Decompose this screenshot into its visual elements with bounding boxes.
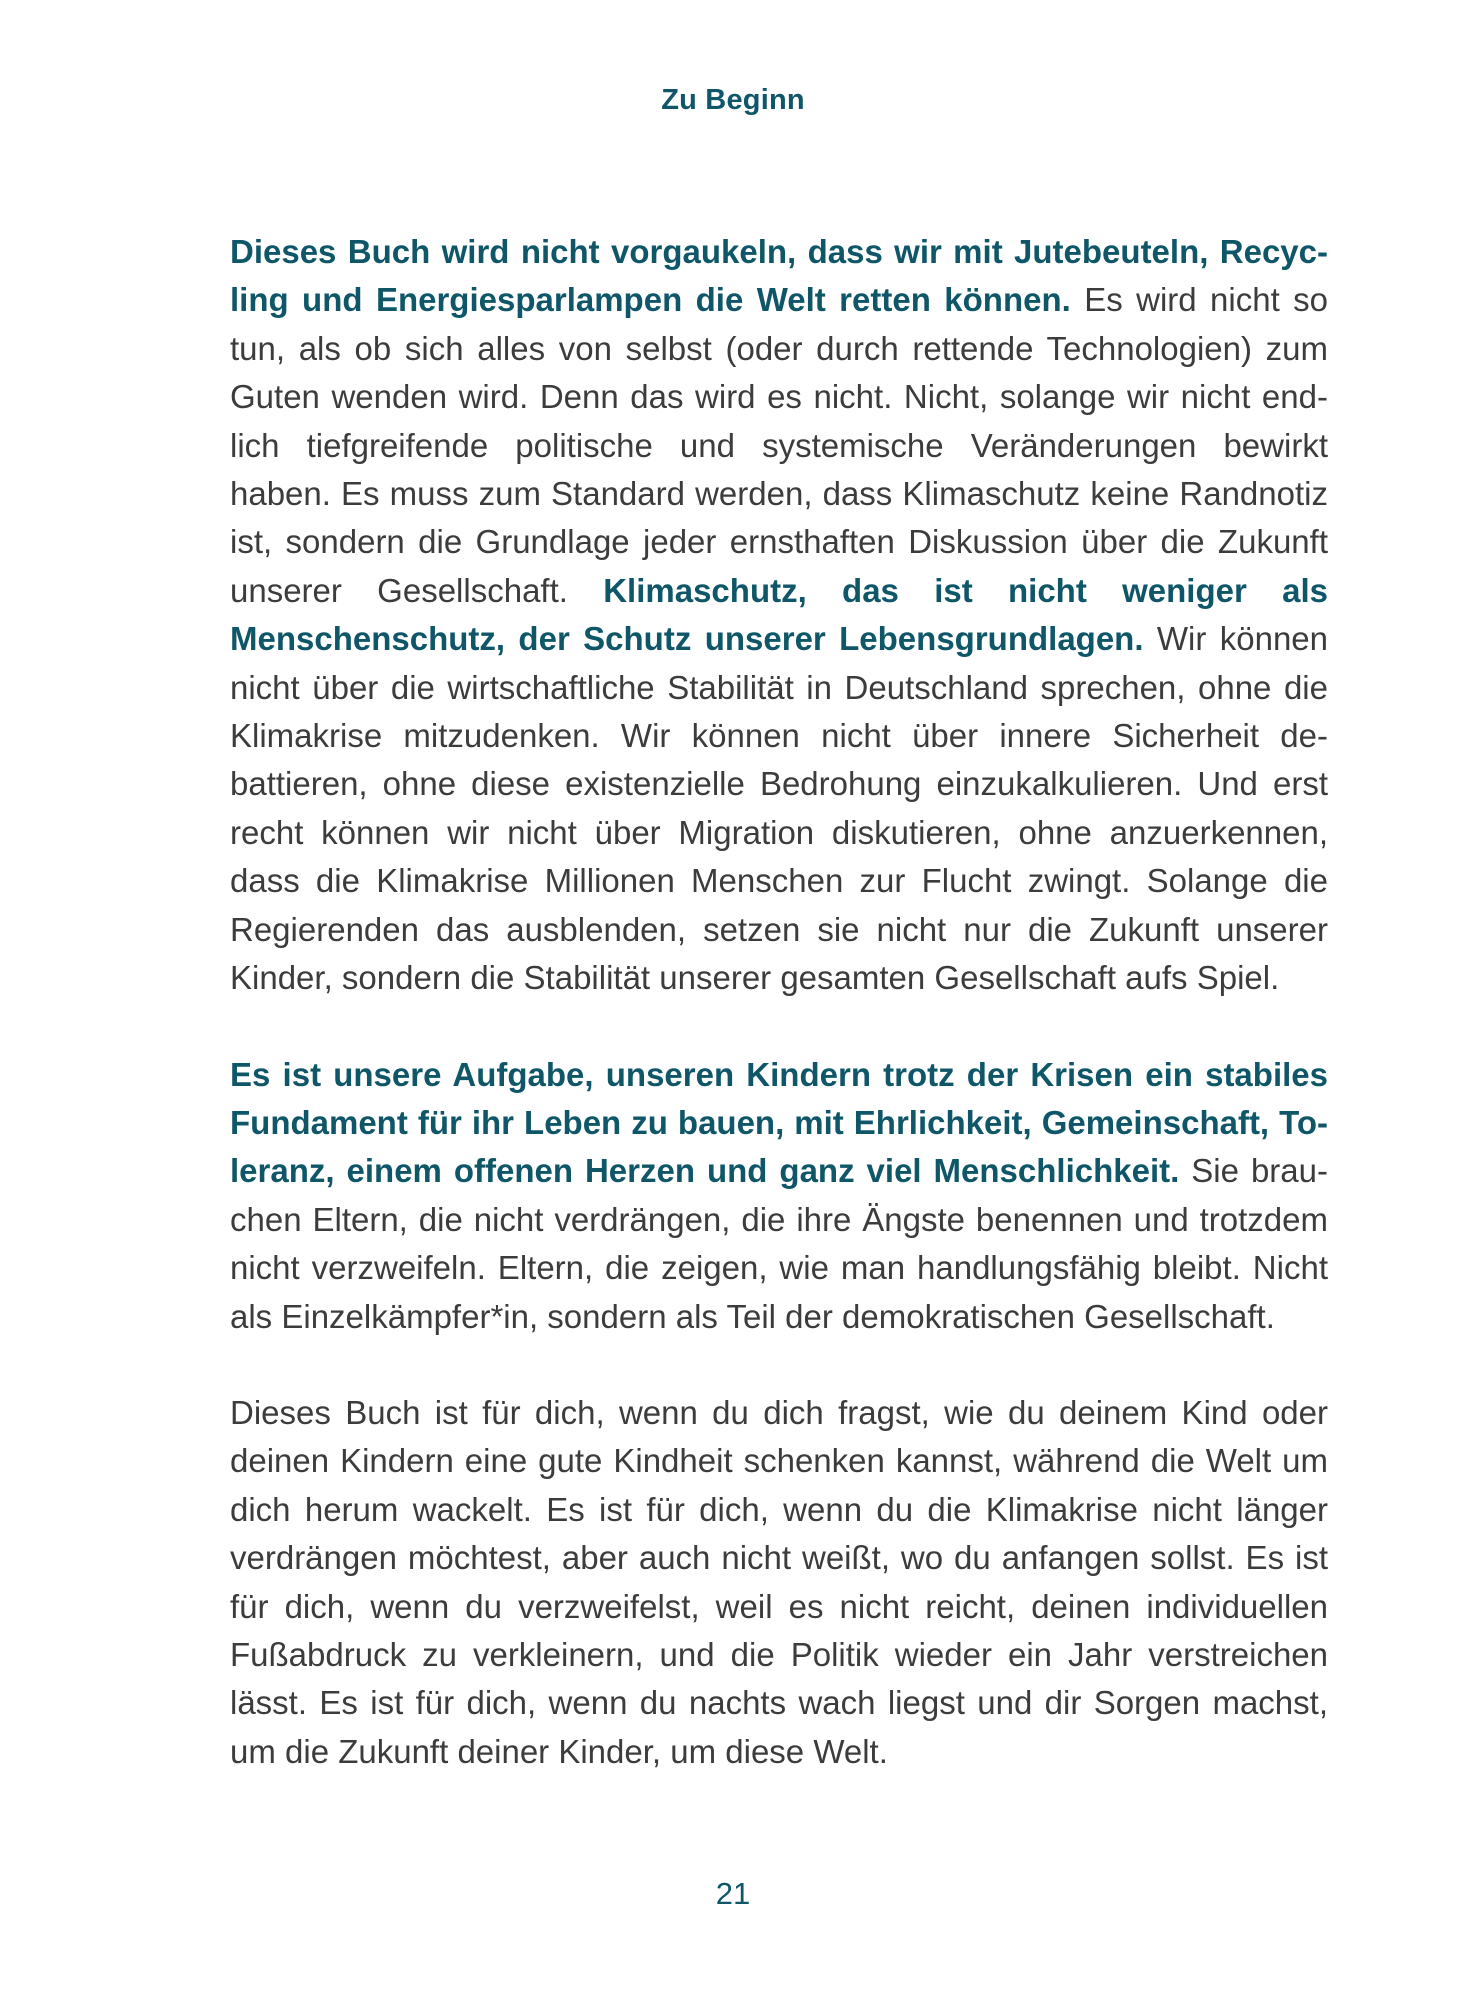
body-text [230, 228, 1328, 1776]
emphasis-text: Dieses Buch wird nicht vorgaukeln, dass wir mit Jutebeuteln, Recycling und Energiesparlampen die Welt retten können. [230, 233, 1328, 319]
page-number: 21 [715, 1876, 751, 1911]
body-span: Dieses Buch ist für dich, wenn du dich fragst, wie du deinem Kind oder deinen Kindern eine gute Kindheit schenken kannst, während die Welt um dich herum wackelt. Es ist für dich, wenn du die Klimakrise nicht länger verdrängen möchtest, aber auch nicht weißt, wo du anfangen sollst. Es ist für dich, wenn du verzweifelst, weil es nicht reicht, deinen individuellen Fußabdruck zu verkleinern, und die Politik wieder ein Jahr verstreichen lässt. Es ist für dich, wenn du nachts wach liegst und dir Sorgen machst, um die Zukunft deiner Kinder, um diese Welt. [230, 1393, 1328, 1770]
emphasis-text: Klimaschutz, das ist nicht weniger als Menschenschutz, der Schutz unserer Lebensgrundlagen. [230, 571, 1328, 658]
body-span: Es wird nicht so tun, als ob sich alles von selbst (oder durch rettende Technologien) zum Guten wenden wird. Denn das wird es nicht. Nicht, solange wir nicht endlich tiefgreifende politische und systemische Veränderungen bewirkt haben. Es muss zum Standard werden, dass Klimaschutz keine Randnotiz ist, sondern die Grundlage jeder ernsthaften Diskussion über die Zukunft unserer Gesellschaft. [230, 281, 1329, 609]
paragraph [230, 1051, 1328, 1341]
paragraph [230, 228, 1328, 1003]
body-span: Wir können nicht über die wirtschaftliche Stabilität in Deutschland sprechen, ohne die Klimakrise mitzudenken. Wir können nicht über innere Sicherheit debattieren, ohne diese existenzielle Bedrohung einzukalkulieren. Und erst recht können wir nicht über Migration diskutieren, ohne anzuerkennen, dass die Klimakrise Millionen Menschen zur Flucht zwingt. Solange die Regierenden das ausblenden, setzen sie nicht nur die Zukunft unserer Kinder, sondern die Stabilität unserer gesamten Gesellschaft aufs Spiel. [230, 620, 1329, 997]
body-span: Sie brauchen Eltern, die nicht verdrängen, die ihre Ängste benennen und trotzdem nicht verzweifeln. Eltern, die zeigen, wie man handlungsfähig bleibt. Nicht als Einzelkämpfer*in, sondern als Teil der demokratischen Gesellschaft. [230, 1152, 1328, 1335]
emphasis-text: Es ist unsere Aufgabe, unseren Kindern trotz der Krisen ein stabiles Fundament für ihr Leben zu bauen, mit Ehrlichkeit, Gemeinschaft, Toleranz, einem offenen Herzen und ganz viel Menschlichkeit. [230, 1055, 1328, 1190]
paragraph [230, 1389, 1328, 1776]
running-head: Zu Beginn [661, 84, 805, 116]
